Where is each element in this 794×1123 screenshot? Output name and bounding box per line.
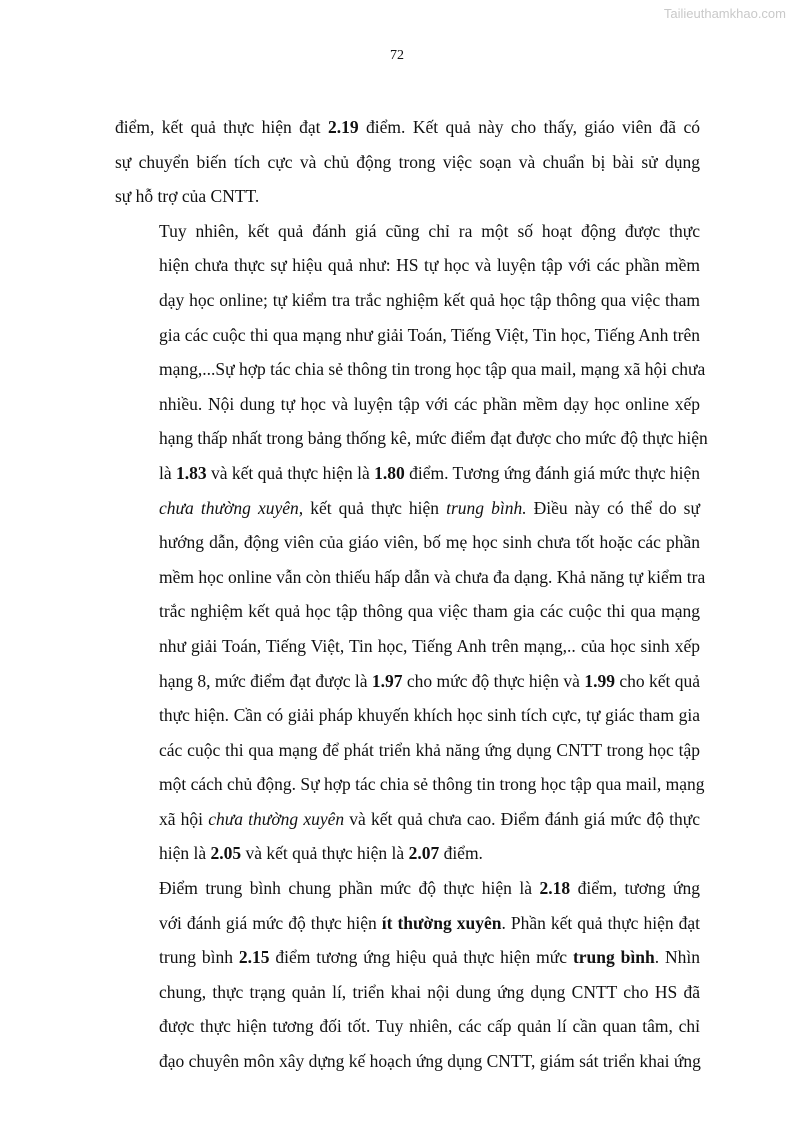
bold-text: 1.97 xyxy=(371,670,403,691)
text-line: các cuộc thi qua mạng để phát triển khả năng ứng dụng CNTT trong học tập xyxy=(159,739,700,760)
text-line: thực hiện. Cần có giải pháp khuyến khích học sinh tích cực, tự giác tham gia xyxy=(159,705,700,726)
bold-text: 2.07 xyxy=(408,843,440,864)
text-line: chung, thực trạng quản lí, triển khai nội dung ứng dụng CNTT cho HS đã xyxy=(159,981,700,1002)
italic-text: chưa thường xuyên xyxy=(208,808,345,829)
text-line: mạng,...Sự hợp tác chia sẻ thông tin trong học tập qua mail, mạng xã hội chưa xyxy=(159,359,706,380)
paragraph-1 xyxy=(115,110,700,214)
text-line: với đánh giá mức độ thực hiện ít thường xuyên. Phần kết quả thực hiện đạt xyxy=(159,912,700,933)
text-line: sự hỗ trợ của CNTT. xyxy=(115,186,260,207)
text-line: như giải Toán, Tiếng Việt, Tin học, Tiếng Anh trên mạng,.. của học sinh xếp xyxy=(159,635,700,656)
text-line: hiện là 2.05 và kết quả thực hiện là 2.07 điểm. xyxy=(159,843,483,864)
bold-text: 2.05 xyxy=(210,843,242,864)
text-line: là 1.83 và kết quả thực hiện là 1.80 điểm. Tương ứng đánh giá mức thực hiện xyxy=(159,462,700,483)
paragraph-3 xyxy=(115,871,700,1079)
text-line: xã hội chưa thường xuyên và kết quả chưa cao. Điểm đánh giá mức độ thực xyxy=(159,808,700,829)
text-line: hiện chưa thực sự hiệu quả như: HS tự học và luyện tập với các phần mềm xyxy=(159,255,700,276)
italic-text: chưa thường xuyên, xyxy=(159,497,304,518)
bold-text: 1.80 xyxy=(374,462,405,483)
document-body xyxy=(115,110,708,1079)
text-line: gia các cuộc thi qua mạng như giải Toán, Tiếng Việt, Tin học, Tiếng Anh trên xyxy=(159,324,700,345)
text-line: nhiều. Nội dung tự học và luyện tập với các phần mềm dạy học online xếp xyxy=(159,393,700,414)
paragraph-2 xyxy=(115,214,708,871)
bold-text: ít thường xuyên xyxy=(381,912,502,933)
text-line: mềm học online vẫn còn thiếu hấp dẫn và chưa đa dạng. Khả năng tự kiểm tra xyxy=(159,566,706,587)
text-line: đạo chuyên môn xây dựng kế hoạch ứng dụng CNTT, giám sát triển khai ứng xyxy=(159,1051,701,1072)
text-line: chưa thường xuyên, kết quả thực hiện trung bình. Điều này có thể do sự xyxy=(159,497,700,518)
page-number: 72 xyxy=(390,48,404,63)
bold-text: 2.19 xyxy=(327,117,359,137)
bold-text: 2.15 xyxy=(238,947,270,968)
bold-text: 2.18 xyxy=(539,878,571,899)
watermark: Tailieuthamkhao.com xyxy=(663,6,786,21)
bold-text: 1.83 xyxy=(176,462,207,483)
bold-text: 1.99 xyxy=(584,670,615,691)
bold-text: trung bình xyxy=(572,947,655,968)
text-line: điểm, kết quả thực hiện đạt 2.19 điểm. Kết quả này cho thấy, giáo viên đã có xyxy=(115,117,700,137)
text-line: sự chuyển biến tích cực và chủ động trong việc soạn và chuẩn bị bài sử dụng xyxy=(115,151,700,172)
text-line: trung bình 2.15 điểm tương ứng hiệu quả thực hiện mức trung bình. Nhìn xyxy=(159,947,700,968)
text-line: Điểm trung bình chung phần mức độ thực hiện là 2.18 điểm, tương ứng xyxy=(159,878,701,899)
text-line: Tuy nhiên, kết quả đánh giá cũng chỉ ra một số hoạt động được thực xyxy=(159,220,700,241)
italic-text: trung bình. xyxy=(446,497,527,518)
text-line: dạy học online; tự kiểm tra trắc nghiệm kết quả học tập thông qua việc tham xyxy=(159,289,700,310)
text-line: hạng 8, mức điểm đạt được là 1.97 cho mức độ thực hiện và 1.99 cho kết quả xyxy=(159,670,700,691)
text-line: trắc nghiệm kết quả học tập thông qua việc tham gia các cuộc thi qua mạng xyxy=(159,601,700,622)
text-line: hạng thấp nhất trong bảng thống kê, mức điểm đạt được cho mức độ thực hiện xyxy=(159,428,708,449)
text-line: được thực hiện tương đối tốt. Tuy nhiên, các cấp quản lí cần quan tâm, chỉ xyxy=(159,1016,700,1037)
text-line: hướng dẫn, động viên của giáo viên, bố mẹ học sinh chưa tốt hoặc các phần xyxy=(159,532,700,553)
text-line: một cách chủ động. Sự hợp tác chia sẻ thông tin trong học tập qua mail, mạng xyxy=(159,774,705,795)
